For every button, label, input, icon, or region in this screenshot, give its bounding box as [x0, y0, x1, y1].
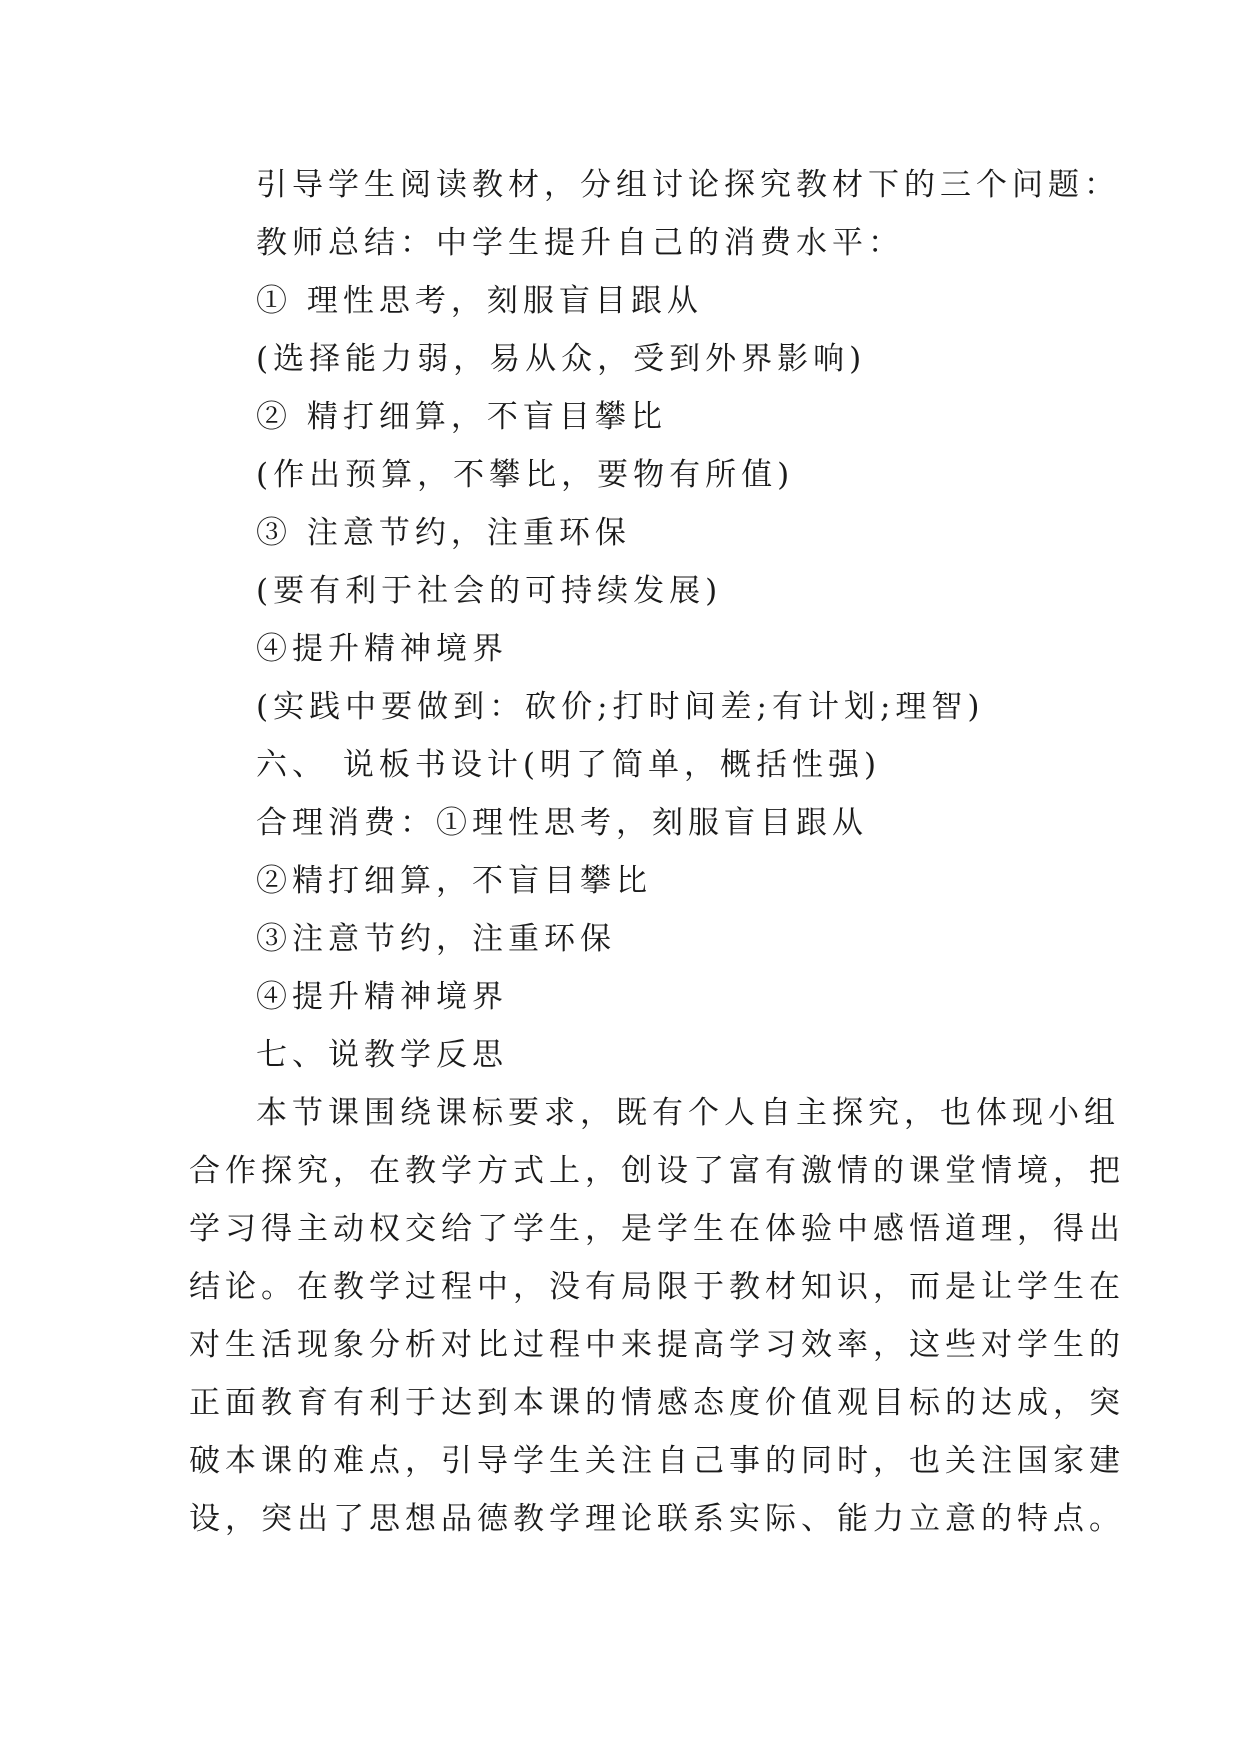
paragraph-line: 设，突出了思想品德教学理论联系实际、能力立意的特点。	[189, 1501, 1125, 1537]
text-line: 合理消费：①理性思考，刻服盲目跟从	[256, 805, 868, 841]
text-line: ④提升精神境界	[256, 979, 508, 1015]
text-line: ④提升精神境界	[256, 631, 508, 667]
section-heading: 六、 说板书设计(明了简单，概括性强)	[256, 747, 882, 783]
text-line: ② 精打细算，不盲目攀比	[256, 399, 667, 435]
text-line: 教师总结：中学生提升自己的消费水平：	[256, 225, 904, 261]
text-line: (选择能力弱，易从众，受到外界影响)	[256, 341, 867, 377]
paragraph-line: 结论。在教学过程中，没有局限于教材知识，而是让学生在	[189, 1269, 1125, 1305]
text-line: ① 理性思考，刻服盲目跟从	[256, 283, 703, 319]
text-line: (作出预算，不攀比，要物有所值)	[256, 457, 795, 493]
paragraph-line: 本节课围绕课标要求，既有个人自主探究，也体现小组	[256, 1095, 1120, 1131]
text-line: ②精打细算，不盲目攀比	[256, 863, 652, 899]
text-line: (实践中要做到：砍价;打时间差;有计划;理智)	[256, 689, 985, 725]
text-line: ③注意节约，注重环保	[256, 921, 616, 957]
paragraph-line: 合作探究，在教学方式上，创设了富有激情的课堂情境，把	[189, 1153, 1125, 1189]
text-line: ③ 注意节约，注重环保	[256, 515, 631, 551]
text-line: 引导学生阅读教材，分组讨论探究教材下的三个问题：	[256, 167, 1120, 203]
paragraph-line: 学习得主动权交给了学生，是学生在体验中感悟道理，得出	[189, 1211, 1125, 1247]
section-heading: 七、说教学反思	[256, 1037, 508, 1073]
paragraph-line: 正面教育有利于达到本课的情感态度价值观目标的达成，突	[189, 1385, 1125, 1421]
paragraph-line: 对生活现象分析对比过程中来提高学习效率，这些对学生的	[189, 1327, 1125, 1363]
paragraph-line: 破本课的难点，引导学生关注自己事的同时，也关注国家建	[189, 1443, 1125, 1479]
text-line: (要有利于社会的可持续发展)	[256, 573, 723, 609]
